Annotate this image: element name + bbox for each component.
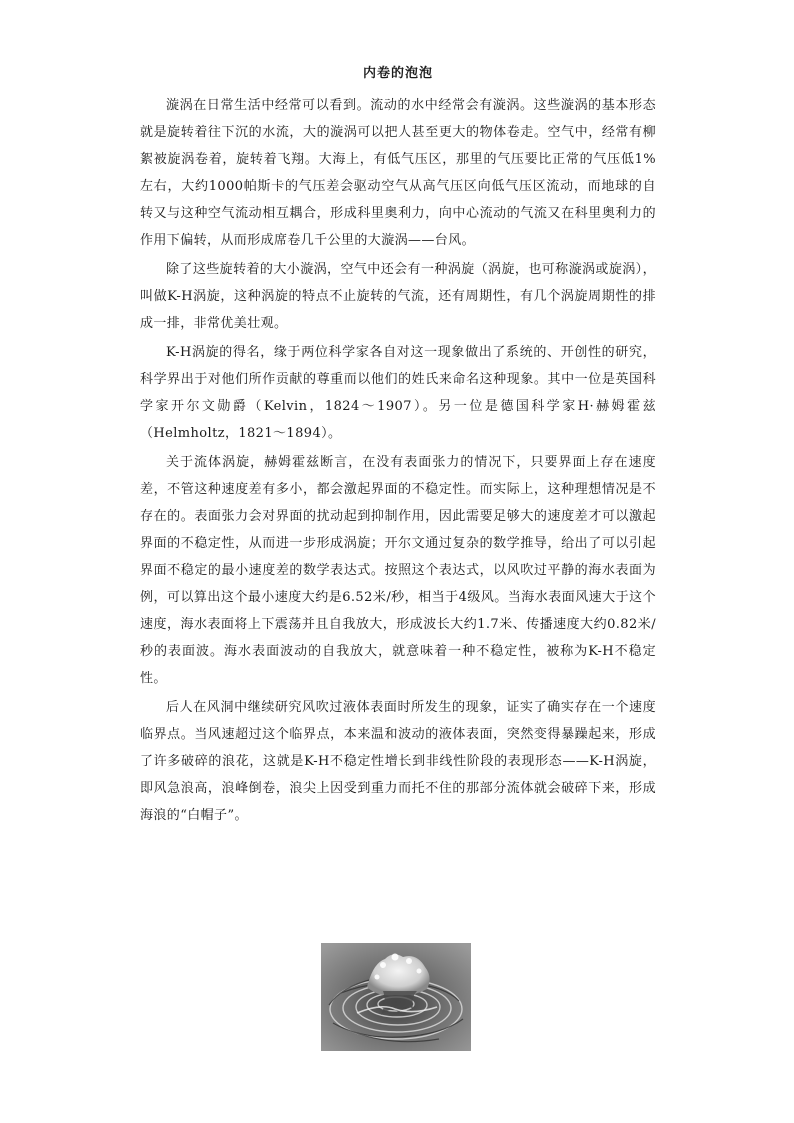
paragraph-2: 除了这些旋转着的大小漩涡，空气中还会有一种涡旋（涡旋，也可称漩涡或旋涡），叫做K-H涡旋，这种涡旋的特点不止旋转的气流，还有周期性，有几个涡旋周期性的排成一排，非常优美壮观。 xyxy=(140,262,656,331)
paragraph-1: 漩涡在日常生活中经常可以看到。流动的水中经常会有漩涡。这些漩涡的基本形态就是旋转着往下沉的水流，大的漩涡可以把人甚至更大的物体卷走。空气中，经常有柳絮被旋涡卷着，旋转着飞翔。大海上，有低气压区，那里的气压要比正常的气压低1%左右，大约1000帕斯卡的气压差会驱动空气从高气压区向低气压区流动，而地球的自转又与这种空气流动相互耦合，形成科里奥利力，向中心流动的气流又在科里奥利力的作用下偏转，从而形成席卷几千公里的大漩涡——台风。 xyxy=(140,98,656,248)
document-body xyxy=(140,64,656,831)
paragraph-3: K-H涡旋的得名，缘于两位科学家各自对这一现象做出了系统的、开创性的研究，科学界出于对他们所作贡献的尊重而以他们的姓氏来命名这种现象。其中一位是英国科学家开尔文勋爵（Kelvin，1824～1907）。另一位是德国科学家H·赫姆霍兹（Helmholtz，1821～1894）。 xyxy=(140,345,656,441)
paragraph-5: 后人在风洞中继续研究风吹过液体表面时所发生的现象，证实了确实存在一个速度临界点。当风速超过这个临界点，本来温和波动的液体表面，突然变得暴躁起来，形成了许多破碎的浪花，这就是K-H不稳定性增长到非线性阶段的表现形态——K-H涡旋，即风急浪高，浪峰倒卷，浪尖上因受到重力而托不住的那部分流体就会破碎下来，形成海浪的“白帽子”。 xyxy=(140,700,656,823)
page-title: 内卷的泡泡 xyxy=(362,66,433,81)
whirlpool-image xyxy=(321,943,471,1051)
paragraph-4: 关于流体涡旋，赫姆霍兹断言，在没有表面张力的情况下，只要界面上存在速度差，不管这种速度差有多小，都会激起界面的不稳定性。而实际上，这种理想情况是不存在的。表面张力会对界面的扰动起到抑制作用，因此需要足够大的速度差才可以激起界面的不稳定性，从而进一步形成涡旋；开尔文通过复杂的数学推导，给出了可以引起界面不稳定的最小速度差的数学表达式。按照这个表达式，以风吹过平静的海水表面为例，可以算出这个最小速度大约是6.52米/秒，相当于4级风。当海水表面风速大于这个速度，海水表面将上下震荡并且自我放大，形成波长大约1.7米、传播速度大约0.82米/秒的表面波。海水表面波动的自我放大，就意味着一种不稳定性，被称为K-H不稳定性。 xyxy=(140,455,656,686)
whirlpool-illustration xyxy=(321,943,471,1051)
